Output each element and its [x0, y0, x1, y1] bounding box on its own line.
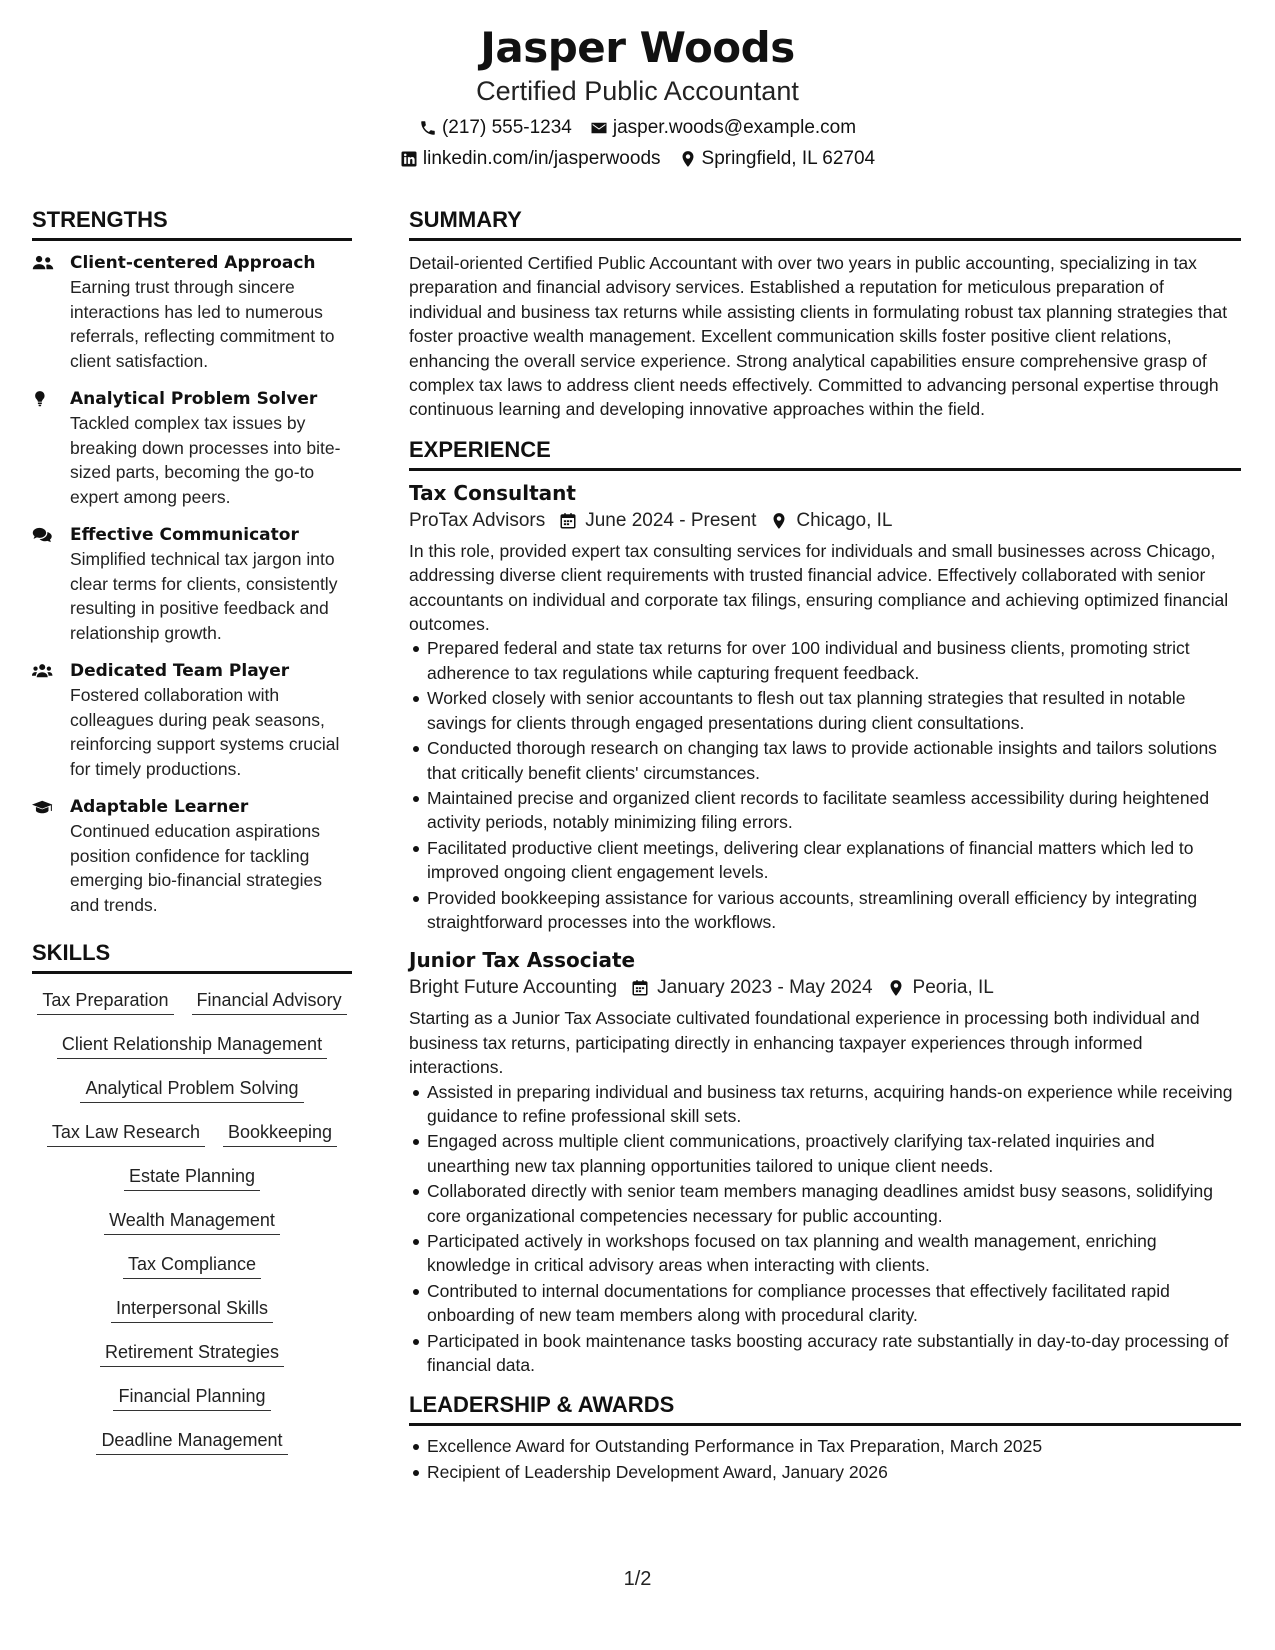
candidate-name: Jasper Woods [480, 23, 795, 72]
team-icon [32, 659, 70, 781]
job-location [887, 974, 994, 1002]
strength-title: Analytical Problem Solver [70, 389, 318, 409]
list-item: Prepared federal and state tax returns for over 100 individual and business clients, promoting strict adherence to tax regulations while capturing frequent feedback. [427, 636, 1241, 685]
list-item: Conducted thorough research on changing tax laws to provide actionable insights and tailors solutions that critically benefit clients' circumstances. [427, 736, 1241, 785]
candidate-role: Certified Public Accountant [476, 76, 799, 106]
job-title: Junior Tax Associate [409, 948, 636, 973]
job-entry [409, 479, 1241, 935]
list-item: Worked closely with senior accountants to flesh out tax planning strategies that resulted in notable savings for clients through engaged presentations during client consultations. [427, 686, 1241, 735]
list-item: Engaged across multiple client communications, proactively clarifying tax-related inquiries and unearthing new tax planning opportunities tailored to unique client needs. [427, 1129, 1241, 1178]
contact-row-2 [0, 147, 1275, 171]
map-pin-icon [679, 150, 697, 168]
job-entry [409, 946, 1241, 1377]
skill-tag: Analytical Problem Solving [80, 1076, 303, 1103]
skill-tag: Estate Planning [124, 1164, 260, 1191]
list-item: Recipient of Leadership Development Award, January 2026 [427, 1460, 1241, 1484]
skill-tag: Retirement Strategies [100, 1340, 284, 1367]
graduation-cap-icon [32, 795, 70, 917]
skill-tag: Tax Compliance [123, 1252, 261, 1279]
map-pin-icon [770, 512, 788, 530]
strength-desc: Earning trust through sincere interactions has led to numerous referrals, reflecting commitment to client satisfaction. [70, 277, 335, 371]
list-item: Participated actively in workshops focused on tax planning and wealth management, enriching knowledge in critical advisory areas when interacting with clients. [427, 1229, 1241, 1278]
contact-phone [419, 116, 572, 140]
skill-tag: Tax Preparation [37, 988, 173, 1015]
job-description: In this role, provided expert tax consulting services for individuals and small businesses across Chicago, addressing diverse client requirements with trusted financial advice. Effectively collaborated with senior accountants on individual and corporate tax filings, ensuring compliance and achieving optimized financial outcomes. [409, 540, 1229, 635]
job-description: Starting as a Junior Tax Associate cultivated foundational experience in processing both individual and business tax returns, participating directly in enhancing taxpayer experiences through informed interactions. [409, 1008, 1200, 1078]
strength-desc: Continued education aspirations position confidence for tackling emerging bio-financial strategies and trends. [70, 821, 322, 915]
lightbulb-icon [32, 387, 70, 509]
experience-heading: EXPERIENCE [409, 436, 1241, 471]
list-item: Provided bookkeeping assistance for various accounts, streamlining overall efficiency by integrating straightforward processes into the workflows. [427, 886, 1241, 935]
job-dates [559, 507, 756, 535]
contact-location [679, 147, 876, 171]
strength-title: Client-centered Approach [70, 253, 316, 273]
summary-text: Detail-oriented Certified Public Accountant with over two years in public accounting, specializing in tax preparation and financial advisory services. Established a reputation for meticulous preparation of individual and business tax returns while assisting clients in formulating robust tax planning strategies that foster proactive wealth management. Excellent communication skills foster positive client relations, enhancing the overall service experience. Strong analytical capabilities ensure comprehensive grasp of complex tax laws to address client needs effectively. Committed to advancing personal expertise through continuous learning and developing innovative approaches within the field. [409, 253, 1228, 420]
list-item: Facilitated productive client meetings, delivering clear explanations of financial matters which led to improved ongoing client engagement levels. [427, 836, 1241, 885]
job-meta [409, 974, 1241, 1002]
strengths-heading: STRENGTHS [32, 206, 352, 241]
list-item: Assisted in preparing individual and business tax returns, acquiring hands-on experience while receiving guidance to refine professional skill sets. [427, 1080, 1241, 1129]
summary-heading: SUMMARY [409, 206, 1241, 241]
skill-tag: Financial Advisory [192, 988, 347, 1015]
calendar-icon [631, 979, 649, 997]
contact-email[interactable] [590, 116, 856, 140]
phone-text: (217) 555-1234 [441, 117, 572, 138]
list-item: Maintained precise and organized client records to facilitate seamless accessibility during heightened activity periods, notably minimizing filing errors. [427, 786, 1241, 835]
strength-item [32, 659, 352, 781]
left-column [32, 206, 352, 1472]
skills-list [32, 982, 352, 1455]
job-location-text: Chicago, IL [796, 509, 893, 531]
job-dates-text: June 2024 - Present [585, 509, 757, 531]
skill-tag: Tax Law Research [47, 1120, 205, 1147]
strength-title: Effective Communicator [70, 525, 299, 545]
linkedin-icon [400, 150, 418, 168]
linkedin-text: linkedin.com/in/jasperwoods [422, 148, 661, 169]
list-item: Participated in book maintenance tasks boosting accuracy rate substantially in day-to-day processing of financial data. [427, 1329, 1241, 1378]
job-company [409, 507, 545, 535]
skill-tag: Interpersonal Skills [111, 1296, 273, 1323]
strength-desc: Fostered collaboration with colleagues during peak seasons, reinforcing support systems crucial for timely productions. [70, 685, 340, 779]
contact-row-1 [0, 116, 1275, 140]
job-dates [631, 974, 872, 1002]
strength-item [32, 523, 352, 645]
job-location [770, 507, 892, 535]
skill-tag: Financial Planning [113, 1384, 270, 1411]
users-icon [32, 251, 70, 373]
skill-tag: Bookkeeping [223, 1120, 337, 1147]
job-dates-text: January 2023 - May 2024 [657, 977, 873, 999]
skills-heading: SKILLS [32, 939, 352, 974]
awards-list [409, 1434, 1241, 1484]
job-location-text: Peoria, IL [912, 977, 994, 999]
resume-header [0, 22, 1275, 171]
strength-title: Dedicated Team Player [70, 661, 290, 681]
job-company-text: ProTax Advisors [409, 509, 546, 531]
skill-tag: Deadline Management [96, 1428, 287, 1455]
phone-icon [419, 119, 437, 137]
skill-tag: Wealth Management [104, 1208, 280, 1235]
job-company [409, 974, 617, 1002]
right-column [409, 206, 1241, 1485]
job-bullets [409, 1080, 1241, 1378]
awards-heading: LEADERSHIP & AWARDS [409, 1391, 1241, 1426]
skill-tag: Client Relationship Management [57, 1032, 327, 1059]
contact-linkedin[interactable] [400, 147, 661, 171]
strength-desc: Tackled complex tax issues by breaking down processes into bite-sized parts, becoming the go-to expert among peers. [70, 413, 341, 507]
job-title: Tax Consultant [409, 480, 576, 505]
list-item: Excellence Award for Outstanding Performance in Tax Preparation, March 2025 [427, 1434, 1241, 1458]
comments-icon [32, 523, 70, 645]
job-bullets [409, 636, 1241, 934]
strength-title: Adaptable Learner [70, 797, 249, 817]
job-meta [409, 507, 1241, 535]
strength-item [32, 795, 352, 917]
strength-item [32, 387, 352, 509]
envelope-icon [590, 119, 608, 137]
location-text: Springfield, IL 62704 [701, 148, 876, 169]
page-number: 1/2 [623, 1568, 652, 1590]
map-pin-icon [887, 979, 905, 997]
email-text: jasper.woods@example.com [612, 117, 857, 138]
list-item: Collaborated directly with senior team members managing deadlines amidst busy seasons, solidifying core organizational competencies necessary for public accounting. [427, 1179, 1241, 1228]
strength-item [32, 251, 352, 373]
calendar-icon [559, 512, 577, 530]
list-item: Contributed to internal documentations for compliance processes that effectively facilitated rapid onboarding of new team members along with procedural clarity. [427, 1279, 1241, 1328]
job-company-text: Bright Future Accounting [409, 977, 618, 999]
strength-desc: Simplified technical tax jargon into clear terms for clients, consistently resulting in positive feedback and relationship growth. [70, 549, 338, 643]
